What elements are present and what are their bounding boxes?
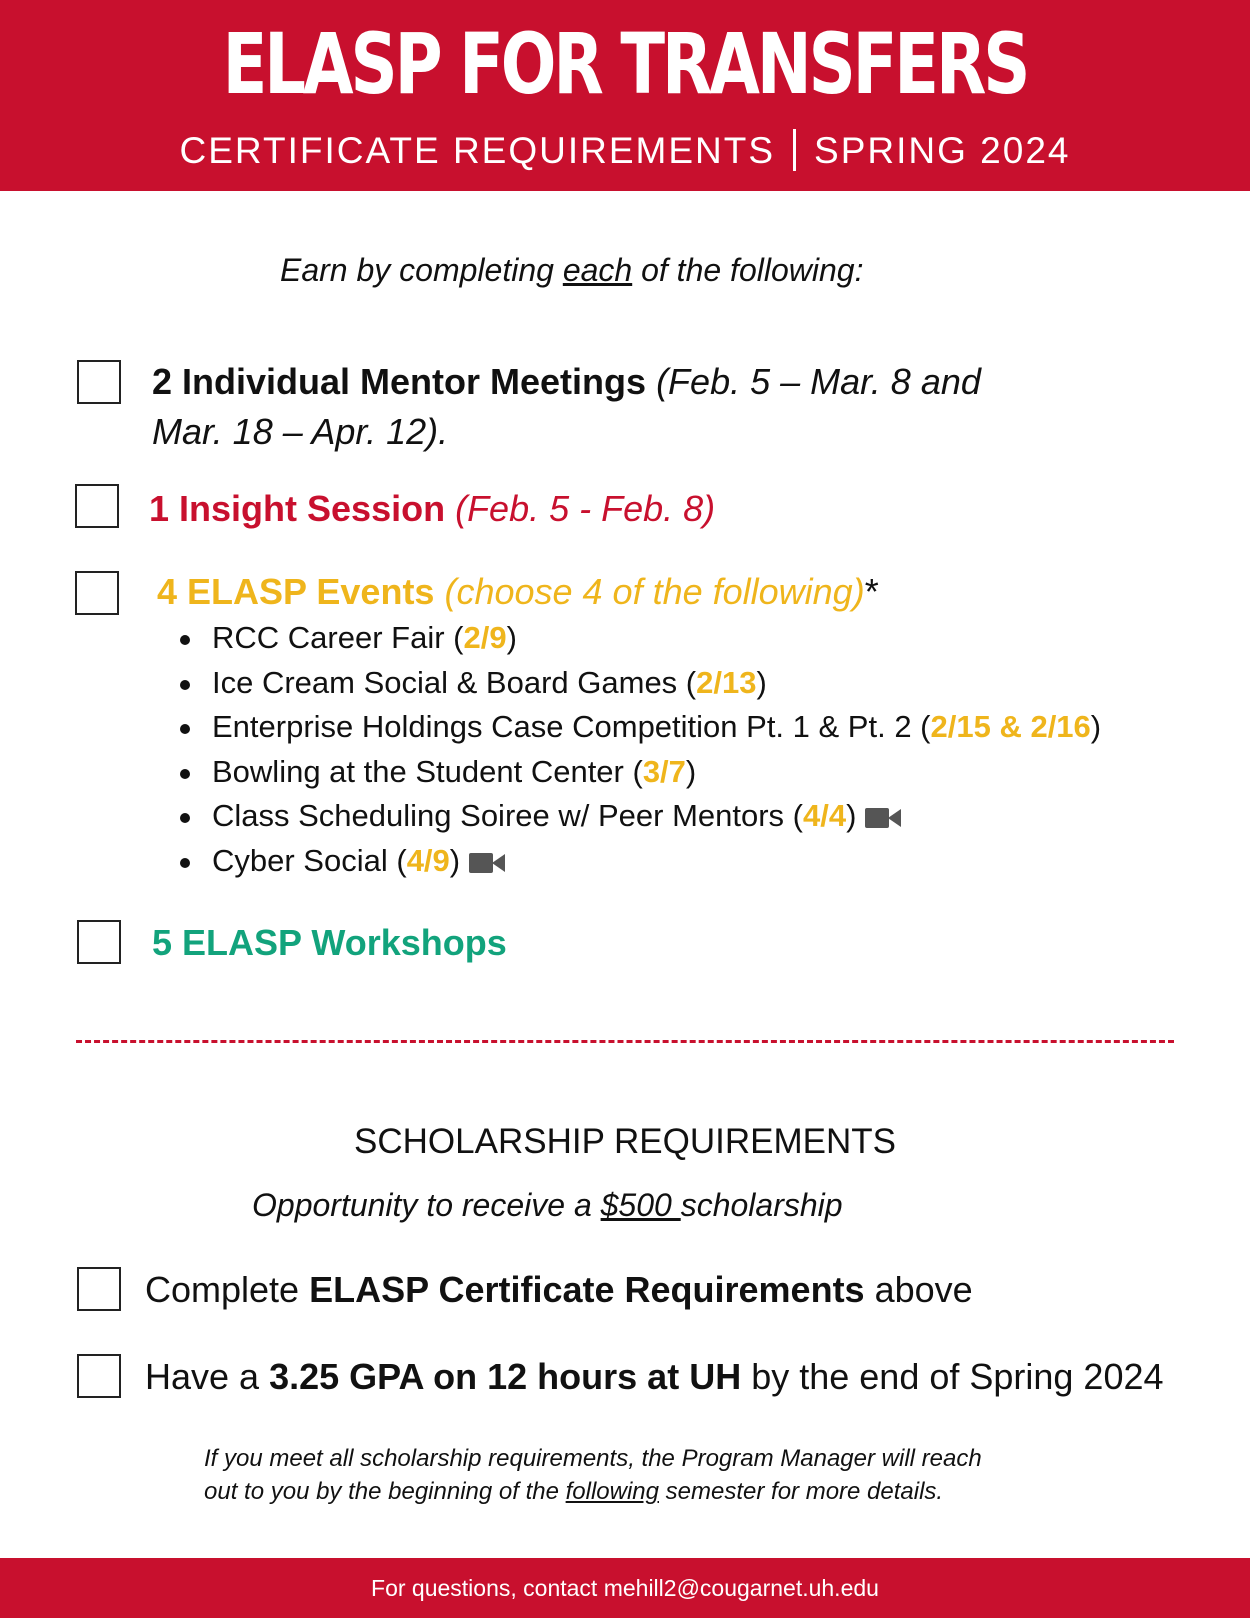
event-date: 3/7	[642, 753, 686, 789]
subtitle-certificate: CERTIFICATE REQUIREMENTS	[179, 130, 776, 171]
note-line1: If you meet all scholarship requirements, the Program Manager will reach	[204, 1445, 982, 1472]
footer-contact-text: For questions, contact mehill2@cougarnet.uh.edu	[371, 1575, 879, 1601]
gpa-requirement	[145, 1352, 1164, 1402]
mentor-meetings-dates-line1: (Feb. 5 – Mar. 8 and	[646, 361, 981, 402]
section-divider	[76, 1040, 1174, 1043]
event-item	[180, 839, 1101, 884]
req1-after: above	[864, 1269, 973, 1310]
note-line2-before: out to you by the beginning of the	[204, 1478, 566, 1505]
event-name: RCC Career Fair (	[212, 620, 464, 655]
complete-certificate-checkbox[interactable]	[77, 1267, 121, 1311]
event-item	[180, 616, 1101, 661]
req1-bold: ELASP Certificate Requirements	[309, 1269, 865, 1310]
header-banner	[0, 0, 1250, 191]
event-date: 4/9	[406, 842, 450, 878]
elasp-events-requirement	[157, 567, 879, 617]
footer-banner	[0, 1558, 1250, 1618]
scholarship-subtitle-before: Opportunity to receive a	[252, 1187, 601, 1223]
elasp-events-note: (choose 4 of the following)	[434, 571, 865, 612]
event-item	[180, 705, 1101, 750]
mentor-meetings-label: 2 Individual Mentor Meetings	[152, 361, 647, 402]
intro-text	[280, 248, 863, 292]
event-name: Cyber Social (	[212, 842, 407, 878]
event-close: )	[449, 842, 461, 878]
event-item	[180, 794, 1101, 839]
subtitle-term: SPRING 2024	[814, 130, 1071, 171]
note-line2-after: semester for more details.	[659, 1478, 944, 1505]
scholarship-subtitle-after: scholarship	[680, 1187, 843, 1223]
video-camera-icon	[468, 851, 506, 875]
event-close: )	[756, 664, 767, 700]
event-name: Class Scheduling Soiree w/ Peer Mentors (	[212, 798, 803, 833]
req2-after: by the end of Spring 2024	[741, 1356, 1164, 1397]
intro-before: Earn by completing	[280, 252, 563, 288]
scholarship-note	[204, 1442, 982, 1508]
gpa-requirement-checkbox[interactable]	[77, 1354, 121, 1398]
event-date: 4/4	[802, 798, 847, 833]
elasp-events-asterisk: *	[864, 571, 879, 612]
req2-before: Have a	[145, 1356, 270, 1397]
event-close: )	[846, 798, 857, 833]
event-name: Enterprise Holdings Case Competition Pt. 1 & Pt. 2 (	[212, 709, 931, 744]
event-name: Bowling at the Student Center (	[212, 753, 643, 789]
subtitle-separator	[793, 129, 796, 171]
event-item	[180, 750, 1101, 795]
elasp-events-checkbox[interactable]	[75, 571, 119, 615]
event-close: )	[685, 753, 697, 789]
complete-certificate-requirement	[145, 1265, 973, 1315]
note-line2-emphasis: following	[565, 1478, 659, 1505]
event-item	[180, 661, 1101, 706]
page-subtitle	[0, 128, 1250, 174]
scholarship-subtitle	[252, 1183, 843, 1227]
insight-session-dates: (Feb. 5 - Feb. 8)	[445, 488, 716, 529]
insight-session-checkbox[interactable]	[75, 484, 119, 528]
elasp-workshops-label: 5 ELASP Workshops	[152, 922, 507, 963]
mentor-meetings-dates-line2: Mar. 18 – Apr. 12).	[152, 411, 449, 452]
event-close: )	[1090, 709, 1102, 744]
page-title: ELASP FOR TRANSFERS	[222, 15, 1028, 113]
video-camera-icon	[864, 806, 902, 830]
event-name: Ice Cream Social & Board Games (	[212, 664, 697, 700]
event-list	[180, 616, 1101, 883]
elasp-events-label: 4 ELASP Events	[157, 571, 435, 612]
event-date: 2/13	[696, 664, 757, 700]
mentor-meetings-checkbox[interactable]	[77, 360, 121, 404]
event-date: 2/15 & 2/16	[930, 709, 1091, 744]
req1-before: Complete	[145, 1269, 310, 1310]
scholarship-amount: $500	[600, 1187, 681, 1223]
event-close: )	[506, 620, 517, 655]
intro-after: of the following:	[632, 252, 864, 288]
event-date: 2/9	[463, 620, 507, 655]
insight-session-requirement	[149, 484, 715, 534]
note-line2	[204, 1475, 982, 1508]
intro-emphasis: each	[562, 252, 633, 288]
scholarship-title: SCHOLARSHIP REQUIREMENTS	[354, 1122, 896, 1161]
mentor-meetings-requirement	[152, 357, 981, 457]
req2-bold: 3.25 GPA on 12 hours at UH	[269, 1356, 742, 1397]
insight-session-label: 1 Insight Session	[149, 488, 446, 529]
elasp-workshops-checkbox[interactable]	[77, 920, 121, 964]
